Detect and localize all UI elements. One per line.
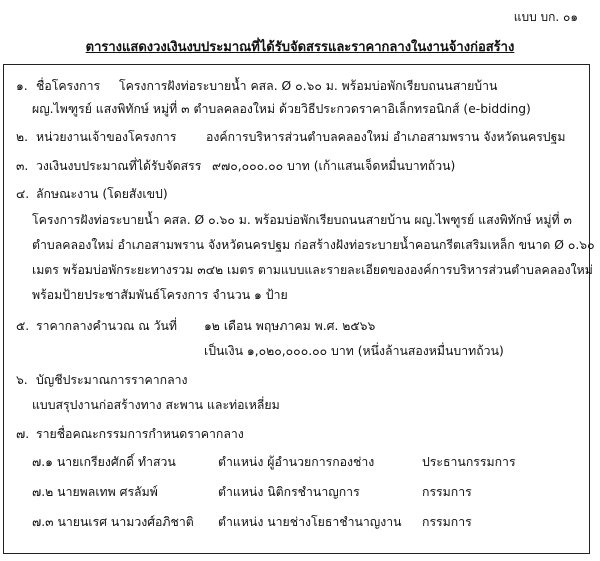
item-4-line: โครงการฝังท่อระบายน้ำ คสล. Ø ๐.๖๐ ม. พร้อมบ่อพักเรียบถนนสายบ้าน ผญ.ไพฑูรย์ แสงพิทักษ์ หมู่ที่ ๓ [32,213,572,227]
item-3-label: วงเงินงบประมาณที่ได้รับจัดสรร [36,159,202,173]
item-4-number: ๔. [16,187,30,201]
item-4-line: ตำบลคลองใหม่ อำเภอสามพราน จังหวัดนครปฐม ก่อสร้างฝังท่อระบายน้ำคอนกรีตเสริมเหล็ก ขนาด Ø ๐.๖๐ [32,238,595,252]
form-code: แบบ บก. ๐๑ [513,10,578,24]
item-3-value: ๙๗๐,๐๐๐.๐๐ บาท (เก้าแสนเจ็ดหมื่นบาทถ้วน) [212,159,456,173]
item-4-label: ลักษณะงาน (โดยสังเขป) [36,187,168,201]
item-3-number: ๓. [16,159,29,173]
item-6-number: ๖. [16,373,28,387]
item-5-label: ราคากลางคำนวณ ณ วันที่ [36,319,178,333]
committee-member-role: ประธานกรรมการ [422,455,516,469]
item-5-date: ๑๒ เดือน พฤษภาคม พ.ศ. ๒๕๖๖ [204,319,376,333]
item-4-line: เมตร พร้อมบ่อพักระยะทางรวม ๓๔๒ เมตร ตามแบบและรายละเอียดขององค์การบริหารส่วนตำบลคลองใหม่ [32,263,593,277]
committee-member-role: กรรมการ [422,515,472,529]
item-5-number: ๕. [16,319,30,333]
item-7-label: รายชื่อคณะกรรมการกำหนดราคากลาง [36,427,244,441]
committee-member-position: ตำแหน่ง ผู้อำนวยการกองช่าง [218,455,375,469]
committee-member-name: ๗.๓ นายนเรศ นามวงศ์อภิชาติ [32,515,194,529]
committee-member-name: ๗.๒ นายพลเทพ ศรลัมพ์ [32,485,158,499]
committee-member-role: กรรมการ [422,485,472,499]
item-6-label: บัญชีประมาณการราคากลาง [36,373,188,387]
content-frame [3,64,595,554]
item-2-number: ๒. [16,130,29,144]
item-1-number: ๑. [16,79,28,93]
item-2-label: หน่วยงานเจ้าของโครงการ [36,130,177,144]
item-4-line: พร้อมป้ายประชาสัมพันธ์โครงการ จำนวน ๑ ป้าย [32,288,288,302]
item-1-value-line2: ผญ.ไพฑูรย์ แสงพิทักษ์ หมู่ที่ ๓ ตำบลคลองใหม่ ด้วยวิธีประกวดราคาอิเล็กทรอนิกส์ (e-bidding) [32,102,531,116]
item-1-value-line1: โครงการฝังท่อระบายน้ำ คสล. Ø ๐.๖๐ ม. พร้อมบ่อพักเรียบถนนสายบ้าน [119,79,498,93]
item-6-value: แบบสรุปงานก่อสร้างทาง สะพาน และท่อเหลี่ยม [32,398,280,412]
document-title: ตารางแสดงวงเงินงบประมาณที่ได้รับจัดสรรและราคากลางในงานจ้างก่อสร้าง [85,40,515,55]
item-1-label: ชื่อโครงการ [36,79,101,93]
committee-member-position: ตำแหน่ง นายช่างโยธาชำนาญงาน [218,515,402,529]
item-5-amount: เป็นเงิน ๑,๐๒๐,๐๐๐.๐๐ บาท (หนึ่งล้านสองหมื่นบาทถ้วน) [204,344,504,358]
item-7-number: ๗. [16,427,30,441]
item-2-value: องค์การบริหารส่วนตำบลคลองใหม่ อำเภอสามพราน จังหวัดนครปฐม [206,130,566,144]
committee-member-name: ๗.๑ นายเกรียงศักดิ์ ทำสวน [32,455,176,469]
committee-member-position: ตำแหน่ง นิติกรชำนาญการ [218,485,360,499]
